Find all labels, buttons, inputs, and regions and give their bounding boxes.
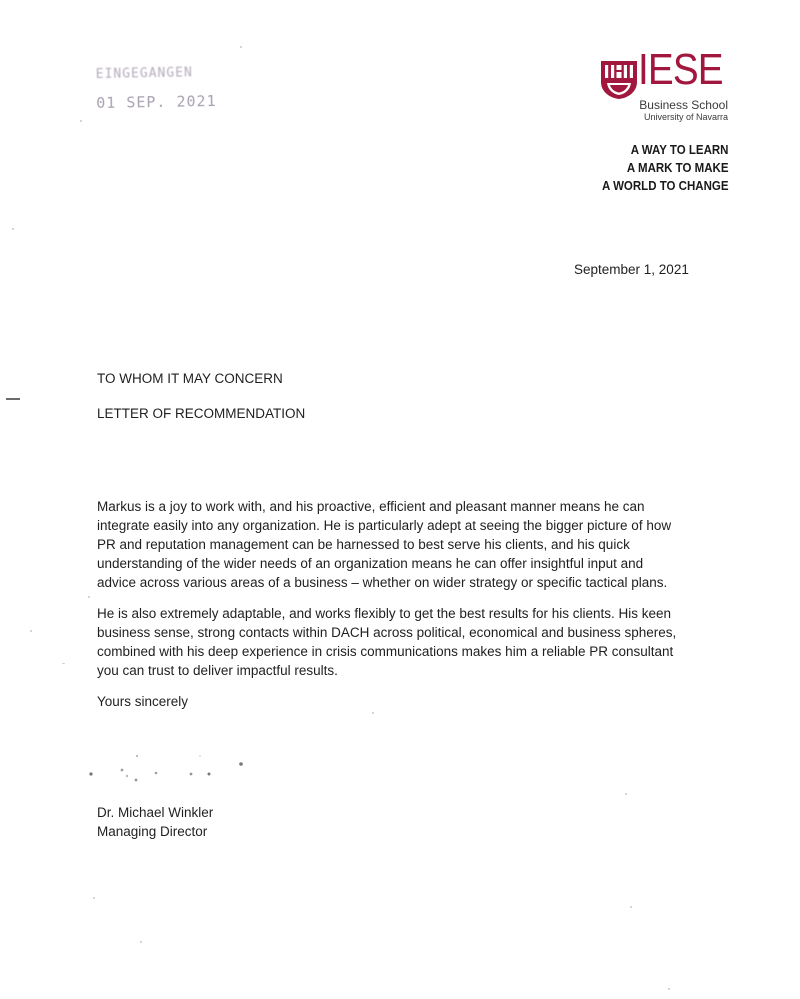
signer-block bbox=[97, 803, 213, 841]
scan-speck bbox=[62, 663, 65, 664]
motto-line-1: A WAY TO LEARN bbox=[630, 143, 728, 157]
scan-speck bbox=[630, 906, 632, 908]
business-school-label: Business School bbox=[639, 98, 728, 112]
motto-line-3: A WORLD TO CHANGE bbox=[601, 179, 728, 193]
scan-speck bbox=[140, 941, 142, 943]
closing: Yours sincerely bbox=[97, 694, 189, 709]
signer-name: Dr. Michael Winkler bbox=[97, 805, 214, 820]
letter-subject: LETTER OF RECOMMENDATION bbox=[97, 406, 306, 421]
letter-date: September 1, 2021 bbox=[574, 262, 689, 277]
scan-speck bbox=[12, 228, 14, 230]
body-paragraph-2 bbox=[97, 604, 717, 680]
body-paragraph-1 bbox=[97, 497, 717, 592]
scan-speck bbox=[80, 120, 82, 122]
iese-shield-icon bbox=[600, 60, 638, 100]
received-stamp bbox=[96, 65, 217, 112]
paragraph-line: combined with his deep experience in crisis communications makes him a reliable PR consultant bbox=[97, 644, 674, 659]
paragraph-line: advice across various areas of a business – whether on wider strategy or specific tactical plans. bbox=[97, 575, 668, 590]
university-label: University of Navarra bbox=[643, 112, 728, 122]
scan-speck bbox=[240, 46, 242, 48]
paragraph-line: integrate easily into any organization. He is particularly adept at seeing the bigger picture of how bbox=[97, 518, 672, 533]
paragraph-line: Markus is a joy to work with, and his proactive, efficient and pleasant manner means he can bbox=[97, 499, 645, 514]
signer-title: Managing Director bbox=[97, 824, 208, 839]
scan-speck bbox=[30, 630, 32, 632]
signature-redacted bbox=[88, 752, 258, 792]
scan-speck bbox=[625, 793, 627, 795]
motto bbox=[591, 141, 729, 195]
stamp-line-2: 01 SEP. 2021 bbox=[96, 91, 217, 113]
motto-line-2: A MARK TO MAKE bbox=[626, 161, 728, 175]
scan-speck bbox=[372, 712, 374, 714]
paragraph-line: understanding of the wider needs of an organization means he can offer insightful input and bbox=[97, 556, 644, 571]
scan-speck bbox=[668, 988, 670, 990]
paragraph-line: business sense, strong contacts within DACH across political, economical and business spheres, bbox=[97, 625, 677, 640]
paragraph-line: you can trust to deliver impactful results. bbox=[97, 663, 338, 678]
iese-wordmark: IESE bbox=[638, 45, 723, 94]
paragraph-line: PR and reputation management can be harnessed to best serve his clients, and his quick bbox=[97, 537, 630, 552]
scan-speck bbox=[88, 596, 90, 598]
paragraph-line: He is also extremely adaptable, and works flexibly to get the best results for his clients. His keen bbox=[97, 606, 672, 621]
scan-speck bbox=[93, 897, 95, 899]
salutation: TO WHOM IT MAY CONCERN bbox=[97, 371, 283, 386]
iese-logo bbox=[600, 45, 730, 126]
scan-edge-mark bbox=[6, 398, 20, 400]
stamp-line-1: EINGEGANGEN bbox=[95, 65, 193, 83]
